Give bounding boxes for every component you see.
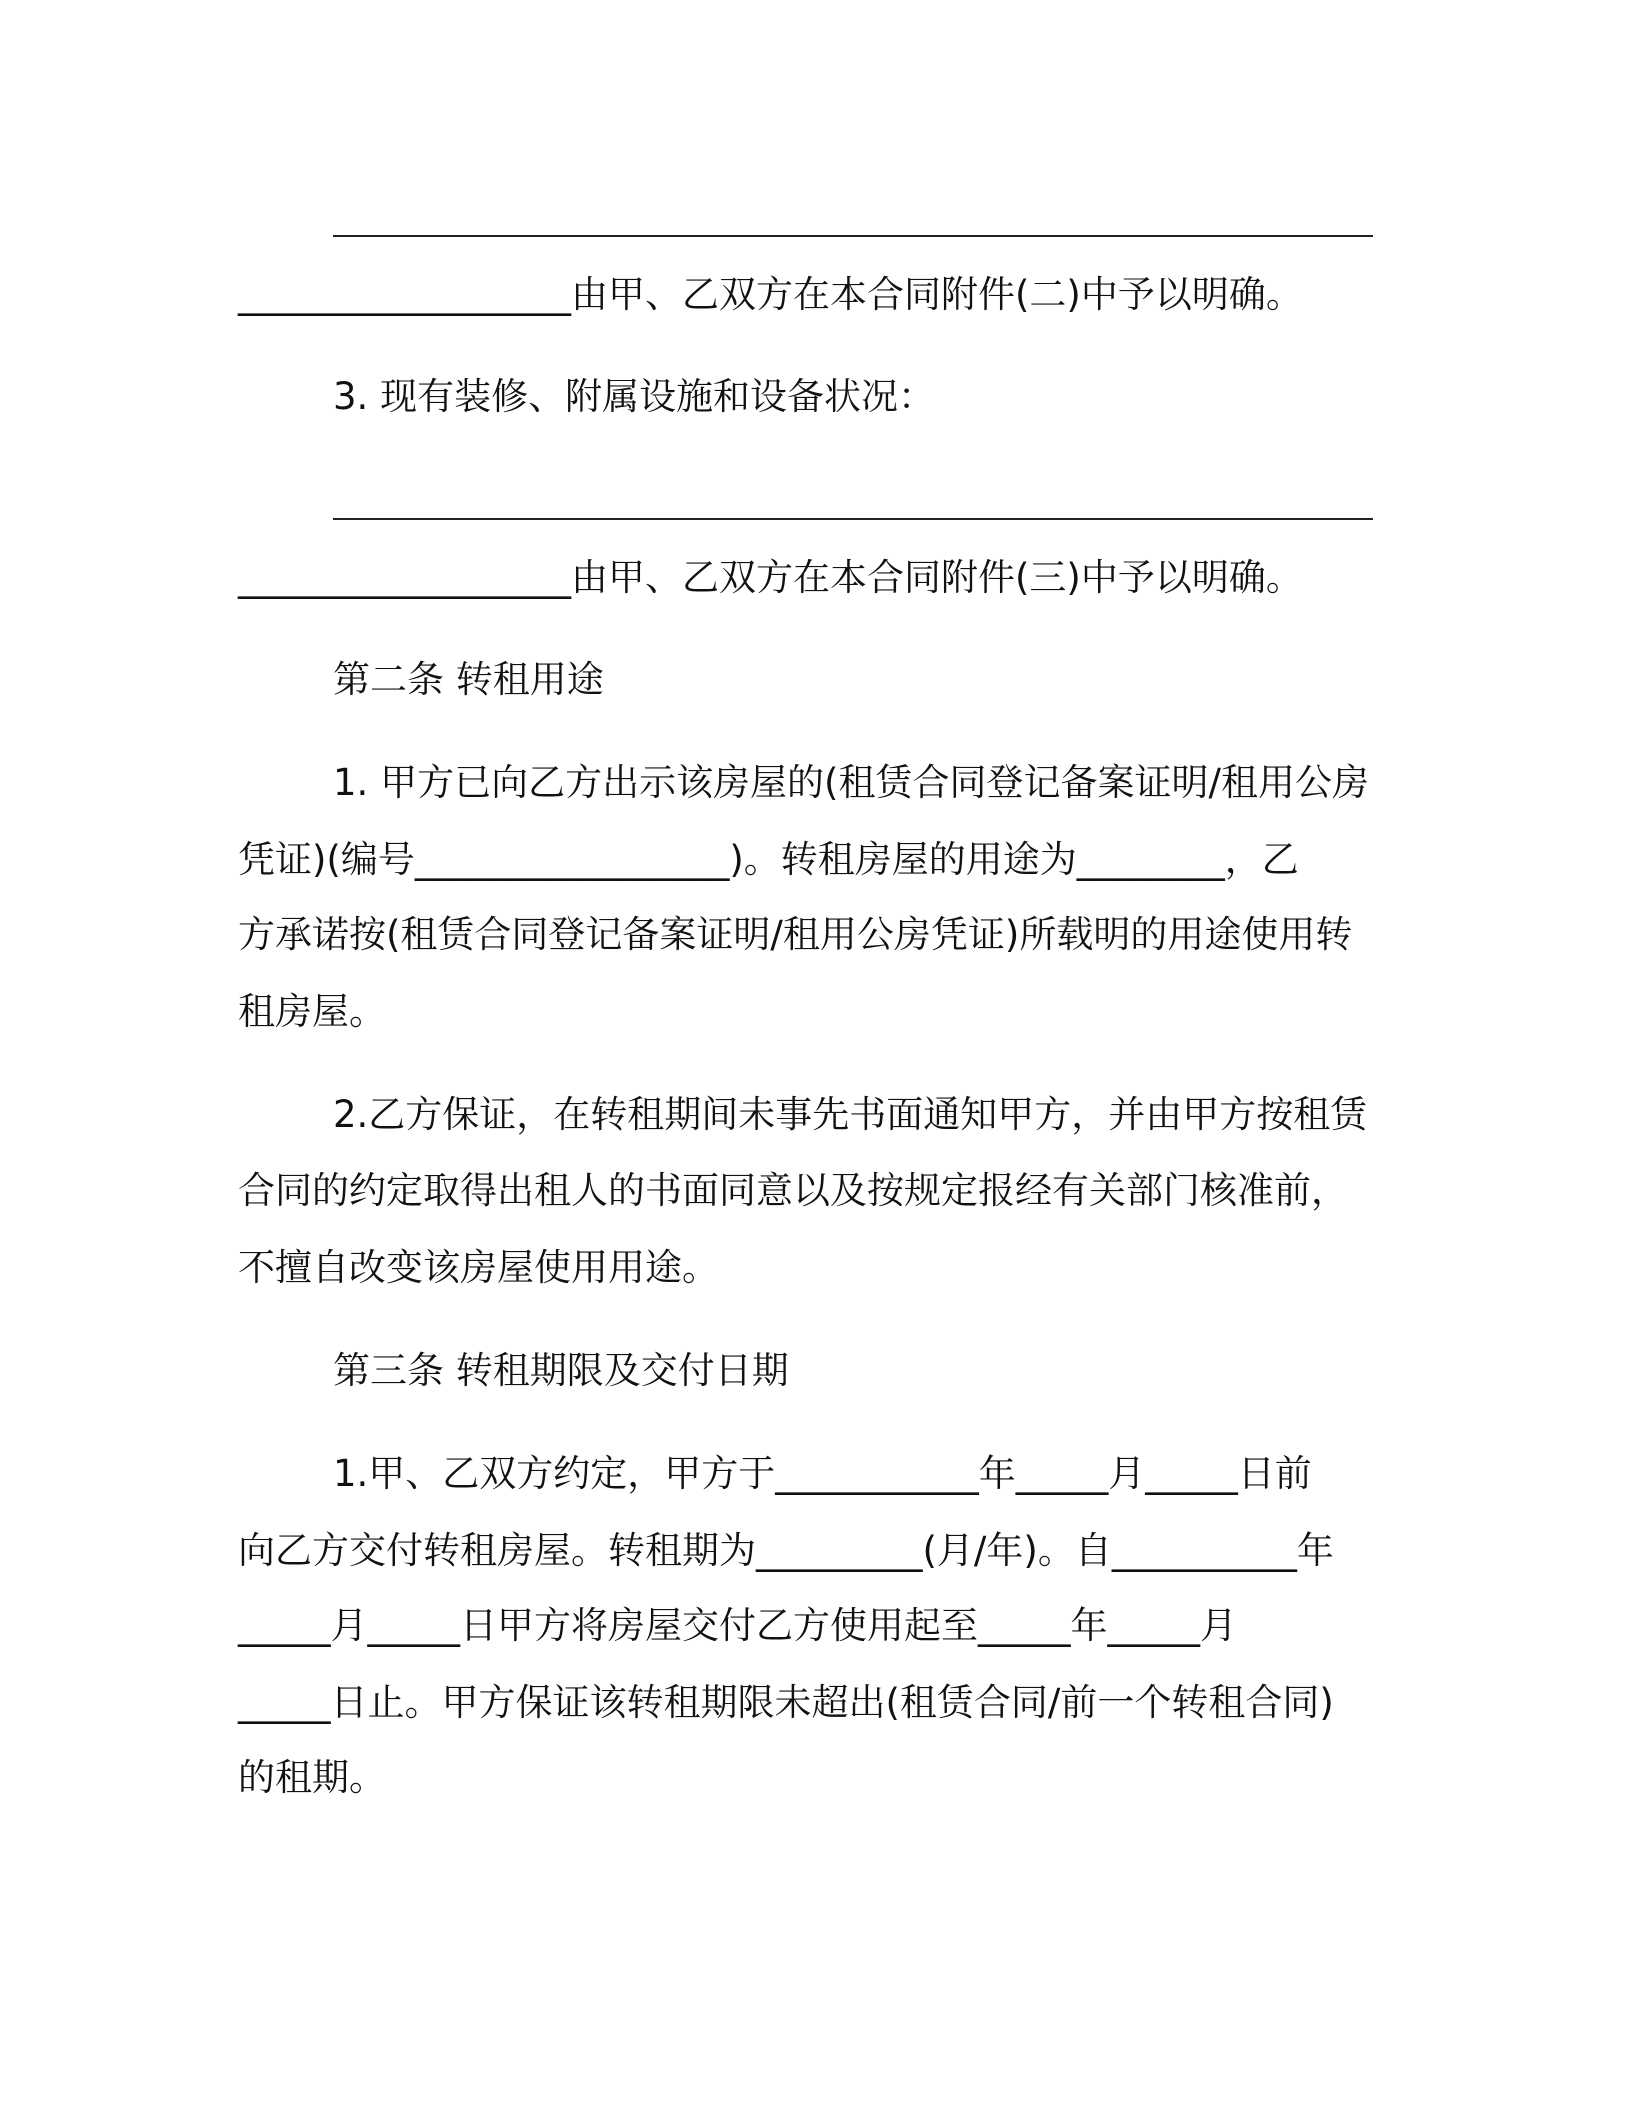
article-2-paragraph-2-line-3: 不擅自改变该房屋使用用途。	[238, 1246, 719, 1289]
article-2-paragraph-1-line-2: 凭证)(编号_________________)。转租房屋的用途为________，乙	[238, 838, 1299, 881]
article-2-paragraph-1-line-1: 1. 甲方已向乙方出示该房屋的(租赁合同登记备案证明/租用公房	[333, 761, 1369, 804]
article-3-heading: 第三条 转租期限及交付日期	[333, 1349, 789, 1392]
article-2-heading: 第二条 转租用途	[333, 658, 604, 701]
article-3-paragraph-1-line-3: _____月_____日甲方将房屋交付乙方使用起至_____年_____月	[238, 1604, 1237, 1647]
clause-item-2-end: __________________由甲、乙双方在本合同附件(二)中予以明确。	[238, 273, 1303, 316]
article-3-paragraph-1-line-4: _____日止。甲方保证该转租期限未超出(租赁合同/前一个转租合同)	[238, 1681, 1334, 1724]
article-3-paragraph-1-line-1: 1.甲、乙双方约定，甲方于___________年_____月_____日前	[333, 1452, 1312, 1495]
clause-item-3-title: 3. 现有装修、附属设施和设备状况：	[333, 375, 936, 418]
blank-fill-text	[333, 205, 1373, 235]
blank-fill-line	[333, 235, 1373, 237]
article-3-paragraph-1-line-2: 向乙方交付转租房屋。转租期为_________(月/年)。自__________年	[238, 1529, 1334, 1572]
article-2-paragraph-1-line-4: 租房屋。	[238, 990, 386, 1033]
clause-item-3-end: __________________由甲、乙双方在本合同附件(三)中予以明确。	[238, 556, 1303, 599]
article-2-paragraph-2-line-1: 2.乙方保证，在转租期间未事先书面通知甲方，并由甲方按租赁	[333, 1093, 1368, 1136]
blank-fill-line	[333, 518, 1373, 520]
article-2-paragraph-2-line-2: 合同的约定取得出租人的书面同意以及按规定报经有关部门核准前，	[238, 1169, 1348, 1212]
blank-fill-text	[333, 488, 1373, 518]
article-3-paragraph-1-line-5: 的租期。	[238, 1756, 386, 1799]
article-2-paragraph-1-line-3: 方承诺按(租赁合同登记备案证明/租用公房凭证)所载明的用途使用转	[238, 913, 1353, 956]
